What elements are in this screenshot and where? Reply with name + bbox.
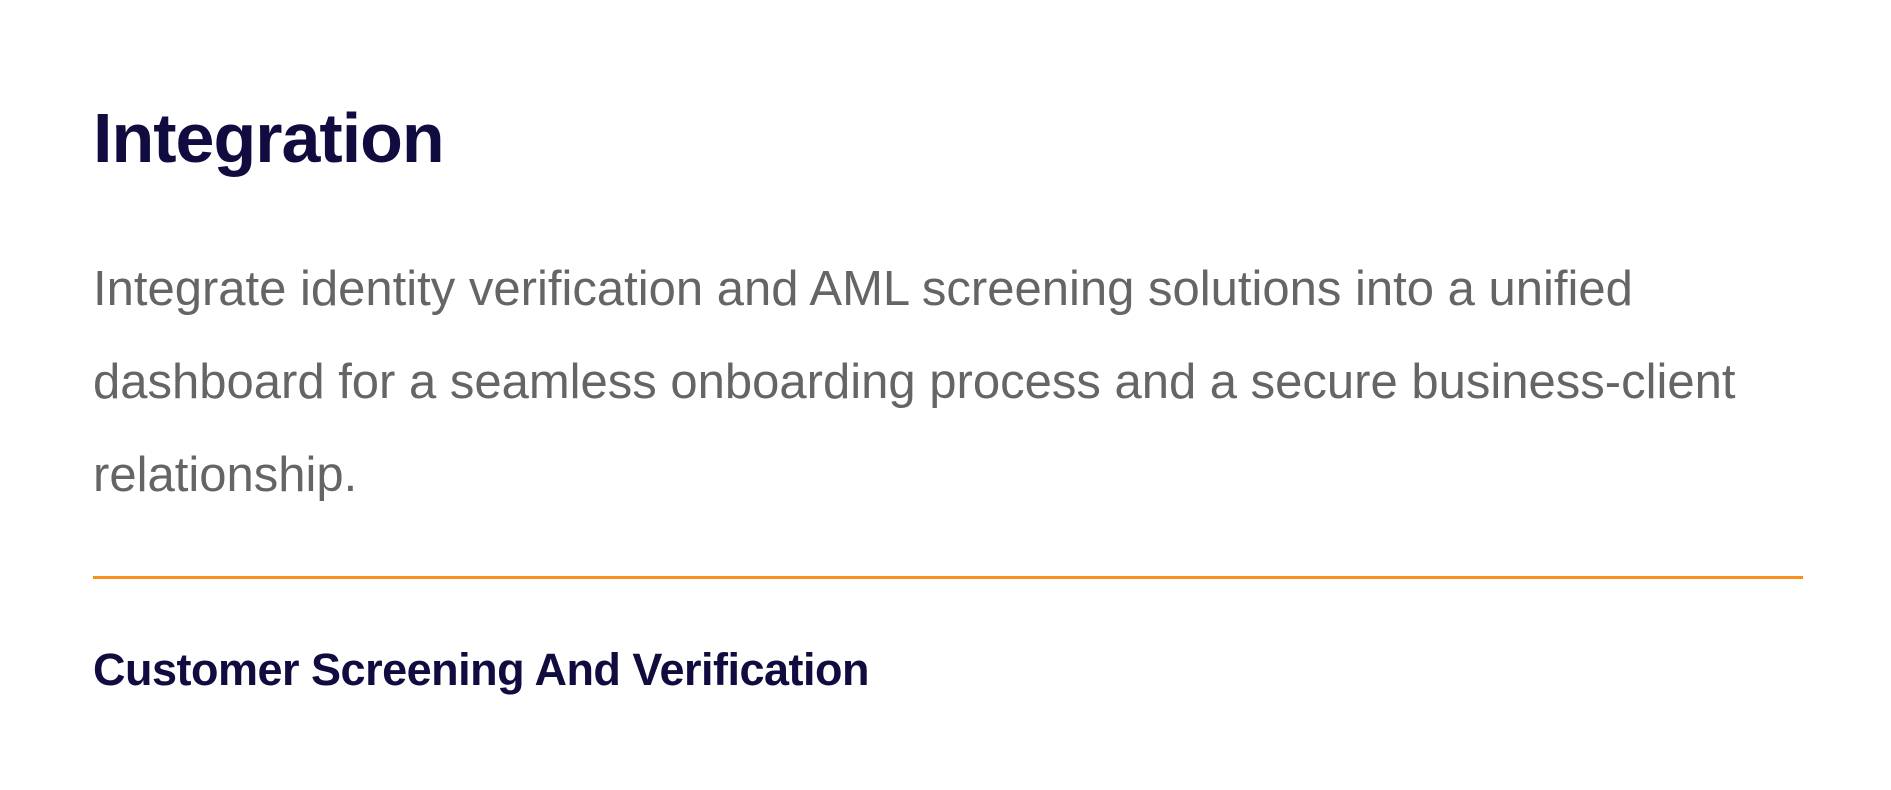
section-divider: [93, 576, 1803, 579]
page-title: Integration: [93, 99, 444, 177]
integration-description: Integrate identity verification and AML screening solutions into a unified dashboard for a seamless onboarding process and a secure business-client relationship.: [93, 262, 1736, 502]
feature-heading[interactable]: Customer Screening And Verification: [93, 644, 869, 695]
